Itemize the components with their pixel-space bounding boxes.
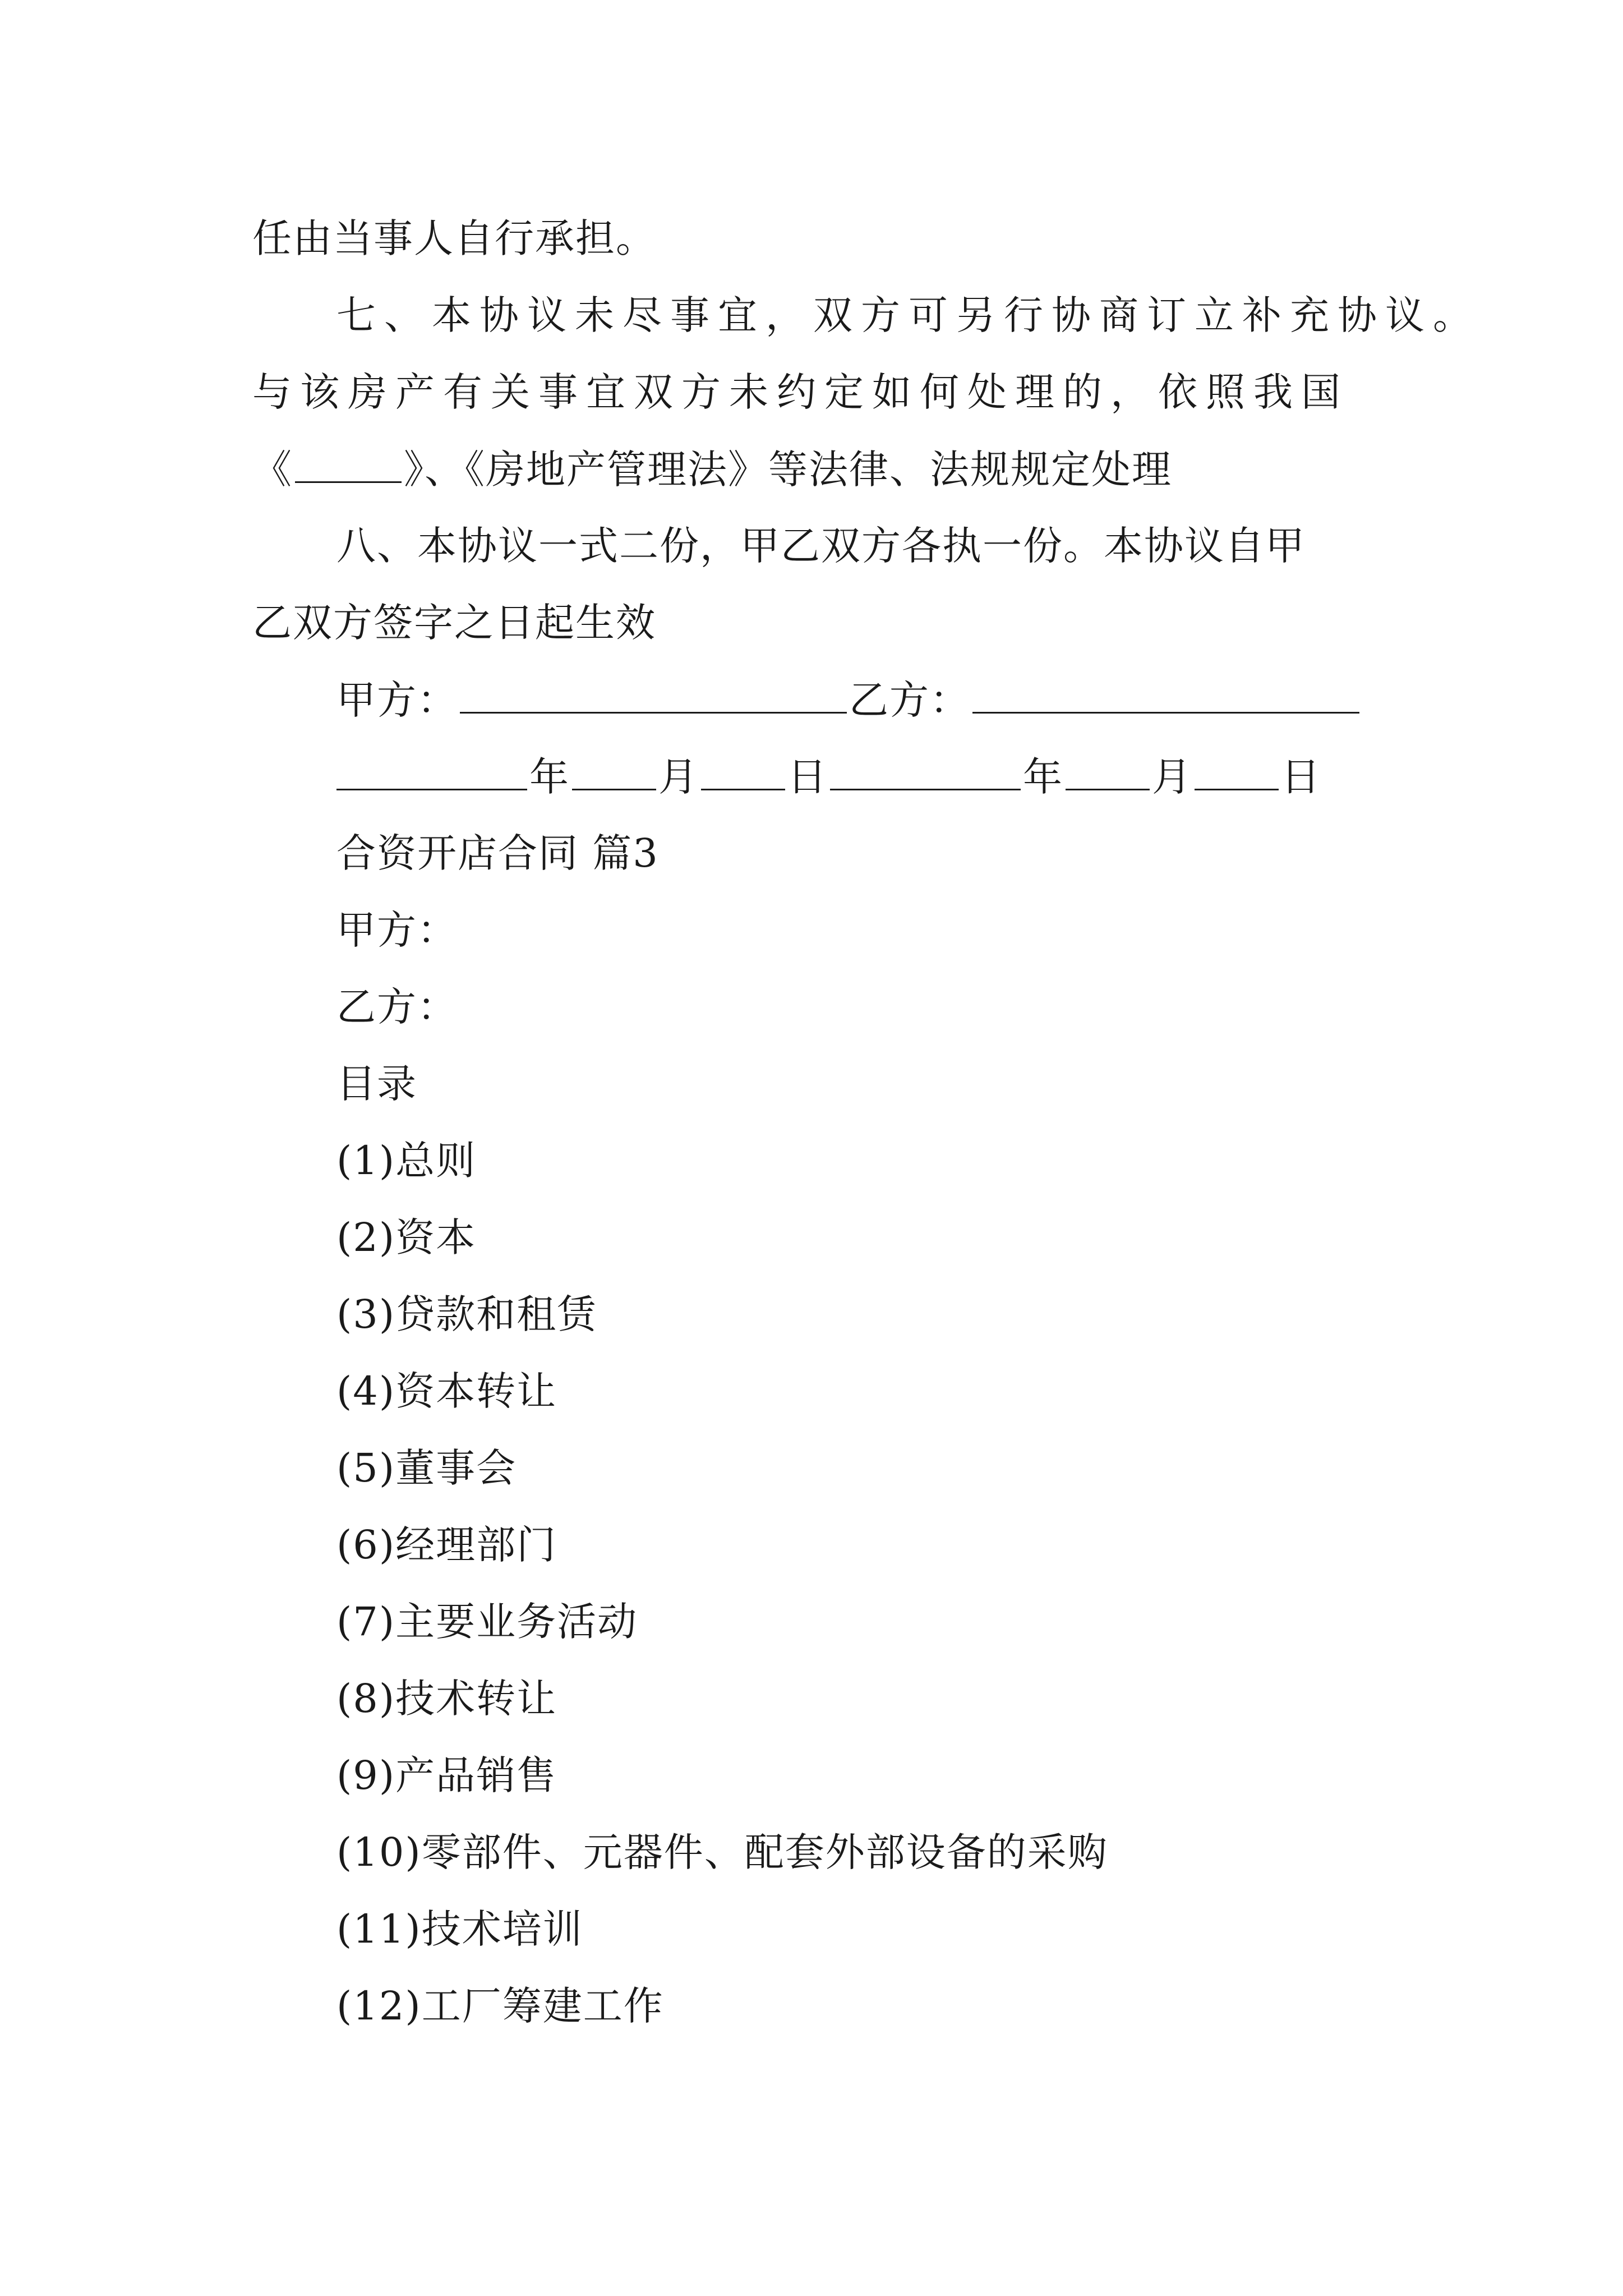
- section-title: 合资开店合同 篇3: [336, 830, 659, 876]
- party-a-signature-blank: [460, 677, 847, 714]
- toc-item: (12)工厂筹建工作: [336, 1983, 664, 2029]
- month-label: 月: [1152, 754, 1192, 800]
- toc-item: (8)技术转让: [336, 1676, 557, 1722]
- paragraph-line: 乙双方签字之日起生效: [252, 600, 656, 646]
- toc-item: (7)主要业务活动: [336, 1599, 638, 1645]
- party-b-year-blank: [830, 754, 1021, 790]
- toc-item: (11)技术培训: [336, 1906, 583, 1952]
- toc-item: (6)经理部门: [336, 1522, 557, 1568]
- party-a-month-blank: [572, 754, 656, 790]
- date-line: [336, 754, 1321, 799]
- year-label: 年: [1023, 754, 1063, 800]
- clause-eight-line: 八、本协议一式二份，甲乙双方各执一份。本协议自甲: [336, 523, 1306, 569]
- toc-item: (5)董事会: [336, 1445, 517, 1491]
- clause-seven-line: 七、本协议未尽事宜，双方可另行协商订立补充协议。: [336, 292, 1481, 338]
- party-b-line: 乙方：: [336, 984, 458, 1030]
- paragraph-line: 与该房产有关事宜双方未约定如何处理的，依照我国: [252, 369, 1349, 415]
- party-b-month-blank: [1066, 754, 1150, 790]
- day-label: 日: [1281, 754, 1321, 800]
- party-b-label: 乙方：: [849, 677, 970, 723]
- law-reference-text: 》、《房地产管理法》等法律、法规规定处理: [404, 447, 1172, 493]
- party-b-day-blank: [1195, 754, 1279, 790]
- party-a-line: 甲方：: [336, 907, 458, 953]
- party-a-year-blank: [336, 754, 527, 790]
- toc-item: (9)产品销售: [336, 1752, 557, 1798]
- toc-item: (4)资本转让: [336, 1368, 557, 1414]
- signature-line: [336, 677, 1362, 723]
- day-label: 日: [787, 754, 828, 800]
- party-a-label: 甲方：: [336, 677, 458, 723]
- law-name-blank: [295, 447, 402, 483]
- toc-item: (2)资本: [336, 1214, 477, 1260]
- toc-item: (1)总则: [336, 1138, 477, 1184]
- party-a-day-blank: [701, 754, 785, 790]
- paragraph-line: 任由当事人自行承担。: [252, 215, 656, 261]
- toc-item: (10)零部件、元器件、配套外部设备的采购: [336, 1829, 1108, 1875]
- toc-item: (3)贷款和租赁: [336, 1291, 598, 1337]
- month-label: 月: [658, 754, 699, 800]
- year-label: 年: [529, 754, 570, 800]
- party-b-signature-blank: [972, 677, 1359, 714]
- toc-heading: 目录: [336, 1061, 417, 1107]
- law-reference-line: [252, 447, 1172, 492]
- bracket-open: 《: [252, 447, 293, 493]
